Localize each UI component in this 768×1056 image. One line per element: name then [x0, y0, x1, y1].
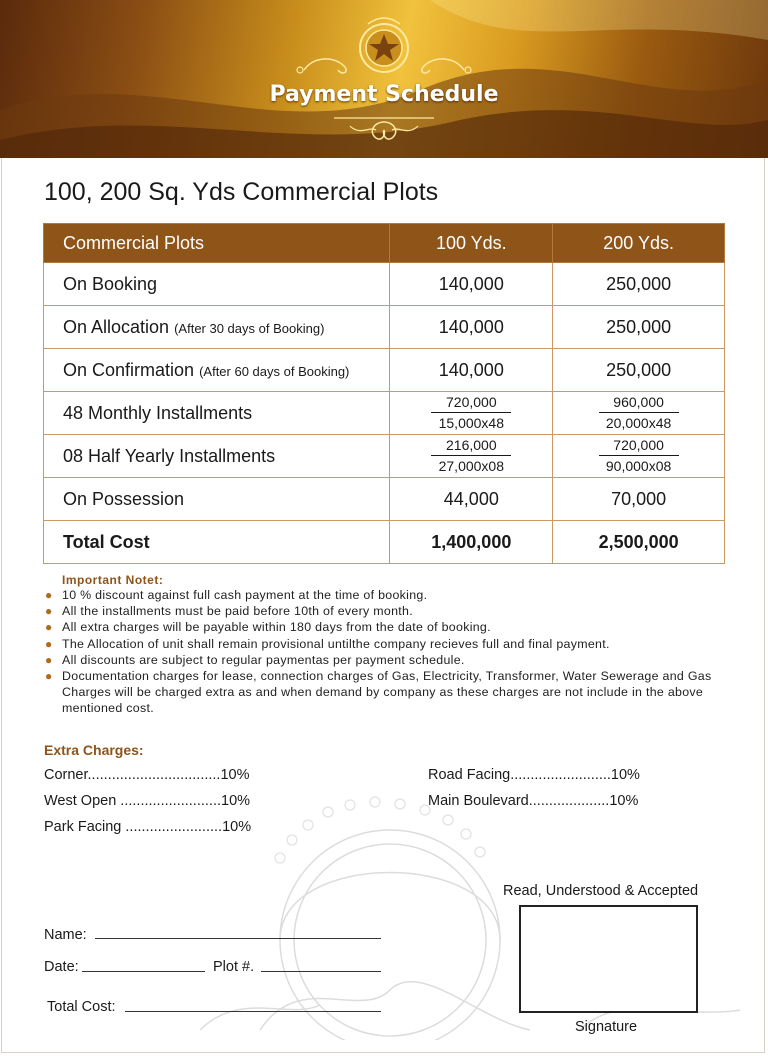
cell-100: 140,000 — [390, 306, 553, 349]
fraction — [431, 437, 511, 474]
total-cost-label: Total Cost: — [47, 999, 116, 1015]
accept-label: Read, Understood & Accepted — [503, 883, 699, 899]
plot-field[interactable] — [261, 971, 381, 972]
row-label-text: On Booking — [63, 273, 158, 294]
cell-100: 140,000 — [390, 263, 553, 306]
name-field[interactable] — [95, 938, 381, 939]
table-row — [44, 349, 725, 392]
total-row — [44, 521, 725, 564]
table-row — [44, 435, 725, 478]
bullet-icon: ● — [45, 636, 53, 651]
cell-100 — [390, 392, 553, 435]
name-label: Name: — [44, 927, 87, 943]
cell-200: 250,000 — [553, 349, 725, 392]
charge-road-facing: Road Facing.........................10% — [428, 767, 640, 783]
fraction-breakdown: 15,000x48 — [438, 414, 505, 431]
note-item: ● The Allocation of unit shall remain provisional untilthe company recieves full and final payment. — [45, 636, 610, 651]
cell-200 — [553, 392, 725, 435]
fraction-breakdown: 90,000x08 — [605, 457, 672, 474]
extra-charges-heading: Extra Charges: — [44, 742, 144, 758]
table-row — [44, 392, 725, 435]
row-label-text: On Possession — [63, 488, 185, 509]
column-header: Commercial Plots — [44, 224, 390, 263]
row-label-text: On Confirmation — [63, 359, 195, 380]
header-banner — [0, 0, 768, 158]
bullet-icon: ● — [45, 588, 53, 602]
note-item: ● 10 % discount against full cash payment at the time of booking. — [45, 588, 428, 602]
fraction-breakdown: 20,000x48 — [605, 414, 672, 431]
column-header: 100 Yds. — [390, 224, 553, 263]
cell-200: 250,000 — [553, 263, 725, 306]
note-item: ● Documentation charges for lease, connection charges of Gas, Electricity, Transformer, Water Sewerage and Gas Charges will be charged extra as and when demand by company as these charges are not include in the above mentioned cost. — [45, 669, 712, 716]
charge-west-open: West Open .........................10% — [44, 793, 251, 809]
total-cost-field[interactable] — [125, 1011, 381, 1012]
fraction — [431, 394, 511, 431]
bullet-icon: ● — [45, 604, 53, 619]
charge-park-facing: Park Facing ........................10% — [44, 819, 252, 835]
note-item: ● All extra charges will be payable within 180 days from the date of booking. — [45, 620, 491, 635]
payment-table — [43, 223, 725, 564]
bullet-icon: ● — [45, 620, 53, 635]
table-row — [44, 478, 725, 521]
row-label — [44, 263, 390, 306]
row-label-text: 08 Half Yearly Installments — [63, 445, 276, 466]
notes-list — [44, 587, 744, 717]
fraction — [599, 394, 679, 431]
fraction-breakdown: 27,000x08 — [438, 457, 505, 474]
cell-100: 140,000 — [390, 349, 553, 392]
cell-200: 250,000 — [553, 306, 725, 349]
ornament-flourish-icon — [330, 112, 438, 148]
fraction — [599, 437, 679, 474]
row-label — [44, 435, 390, 478]
cell-200 — [553, 435, 725, 478]
cell-200: 70,000 — [553, 478, 725, 521]
bullet-icon: ● — [45, 652, 53, 667]
notes-heading: Important Notet: — [62, 573, 164, 587]
fraction-total: 720,000 — [431, 394, 511, 413]
table-header-row — [44, 224, 725, 263]
note-item: ● All the installments must be paid before 10th of every month. — [45, 604, 413, 619]
total-label: Total Cost — [44, 521, 390, 564]
note-item: ● All discounts are subject to regular paymentas per payment schedule. — [45, 652, 465, 667]
row-label — [44, 349, 390, 392]
table-row — [44, 263, 725, 306]
fraction-total: 720,000 — [599, 437, 679, 456]
signature-label: Signature — [575, 1019, 638, 1035]
signature-box[interactable] — [519, 905, 698, 1013]
fraction-total: 216,000 — [431, 437, 511, 456]
charge-main-boulevard: Main Boulevard....................10% — [428, 793, 639, 809]
row-label — [44, 392, 390, 435]
date-field[interactable] — [82, 971, 205, 972]
total-100: 1,400,000 — [390, 521, 553, 564]
row-label — [44, 306, 390, 349]
table-row — [44, 306, 725, 349]
row-note: (After 60 days of Booking) — [199, 363, 350, 379]
row-label-text: On Allocation — [63, 316, 170, 337]
date-label: Date: — [44, 959, 79, 975]
total-200: 2,500,000 — [553, 521, 725, 564]
header-title: Payment Schedule — [269, 82, 499, 107]
cell-100 — [390, 435, 553, 478]
cell-100: 44,000 — [390, 478, 553, 521]
row-label — [44, 478, 390, 521]
charge-corner: Corner.................................10% — [44, 767, 250, 783]
ornament-scroll-icon — [294, 52, 474, 78]
document-title: 100, 200 Sq. Yds Commercial Plots — [44, 178, 439, 206]
column-header: 200 Yds. — [553, 224, 725, 263]
row-note: (After 30 days of Booking) — [174, 320, 325, 336]
plot-label: Plot #. — [213, 959, 255, 975]
fraction-total: 960,000 — [599, 394, 679, 413]
row-label-text: 48 Monthly Installments — [63, 402, 253, 423]
bullet-icon: ● — [45, 669, 53, 684]
